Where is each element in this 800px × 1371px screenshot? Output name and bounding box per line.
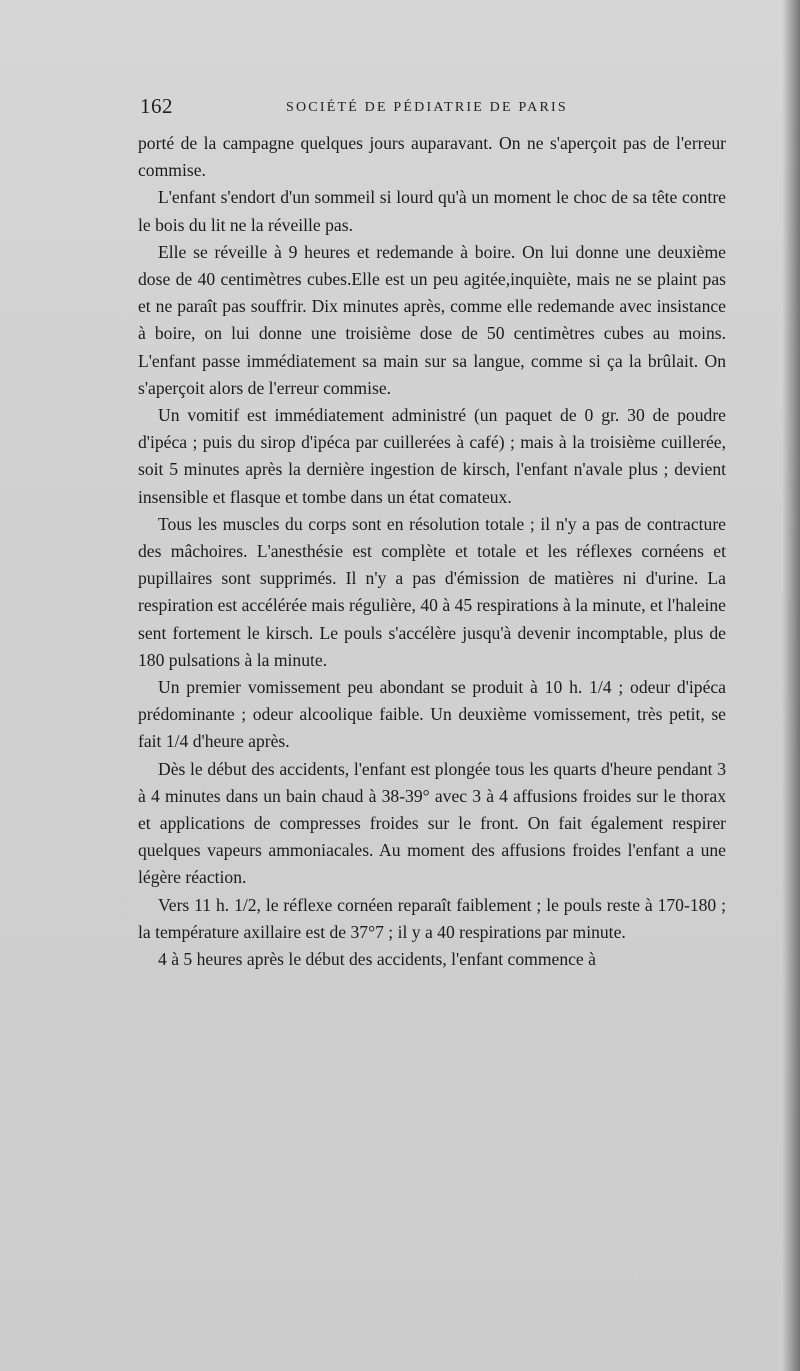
paragraph: L'enfant s'endort d'un sommeil si lourd qu'à un moment le choc de sa tête contre le bois du lit ne la réveille pas. bbox=[138, 187, 726, 235]
running-head: SOCIÉTÉ DE PÉDIATRIE DE PARIS bbox=[286, 100, 568, 115]
paragraph: 4 à 5 heures après le début des accidents, l'enfant commence à bbox=[158, 949, 596, 970]
paragraph: porté de la campagne quelques jours auparavant. On ne s'aperçoit pas de l'erreur commise. bbox=[138, 133, 726, 181]
paragraph: Tous les muscles du corps sont en résolution totale ; il n'y a pas de contracture des mâchoires. L'anesthésie est complète et totale et les réflexes cornéens et pupillaires sont supprimés. Il n'y a pas d'émission de matières ni d'urine. La respiration est accélérée mais régulière, 40 à 45 respirations à la minute, et l'haleine sent fortement le kirsch. Le pouls s'accélère jusqu'à devenir incomptable, plus de 180 pulsations à la minute. bbox=[138, 513, 726, 670]
page-edge-shadow bbox=[782, 0, 800, 1371]
paragraph: Un premier vomissement peu abondant se produit à 10 h. 1/4 ; odeur d'ipéca prédominante ; odeur alcoolique faible. Un deuxième vomissement, très petit, se fait 1/4 d'heure après. bbox=[138, 677, 726, 752]
page-number: 162 bbox=[140, 94, 173, 118]
paragraph: Dès le début des accidents, l'enfant est plongée tous les quarts d'heure pendant 3 à 4 minutes dans un bain chaud à 38-39° avec 3 à 4 affusions froides sur le thorax et applications de compresses froides sur le front. On fait également respirer quelques vapeurs ammoniacales. Au moment des affusions froides l'enfant a une légère réaction. bbox=[138, 758, 726, 888]
paragraph: Un vomitif est immédiatement administré (un paquet de 0 gr. 30 de poudre d'ipéca ; puis du sirop d'ipéca par cuillerées à café) ; mais à la troisième cuillerée, soit 5 minutes après la dernière ingestion de kirsch, l'enfant n'avale plus ; devient insensible et flasque et tombe dans un état comateux. bbox=[138, 405, 726, 507]
page-header bbox=[136, 94, 726, 124]
paragraph: Vers 11 h. 1/2, le réflexe cornéen reparaît faiblement ; le pouls reste à 170-180 ; la température axillaire est de 37°7 ; il y a 40 respirations par minute. bbox=[138, 894, 726, 942]
paragraph: Elle se réveille à 9 heures et redemande à boire. On lui donne une deuxième dose de 40 centimètres cubes.Elle est un peu agitée,inquiète, mais ne se plaint pas et ne paraît pas souffrir. Dix minutes après, comme elle redemande avec insistance à boire, on lui donne une troisième dose de 50 centimètres cubes au moins. L'enfant passe immédiatement sa main sur sa langue, comme si ça la brûlait. On s'aperçoit alors de l'erreur commise. bbox=[138, 241, 726, 398]
body-text bbox=[138, 130, 726, 973]
